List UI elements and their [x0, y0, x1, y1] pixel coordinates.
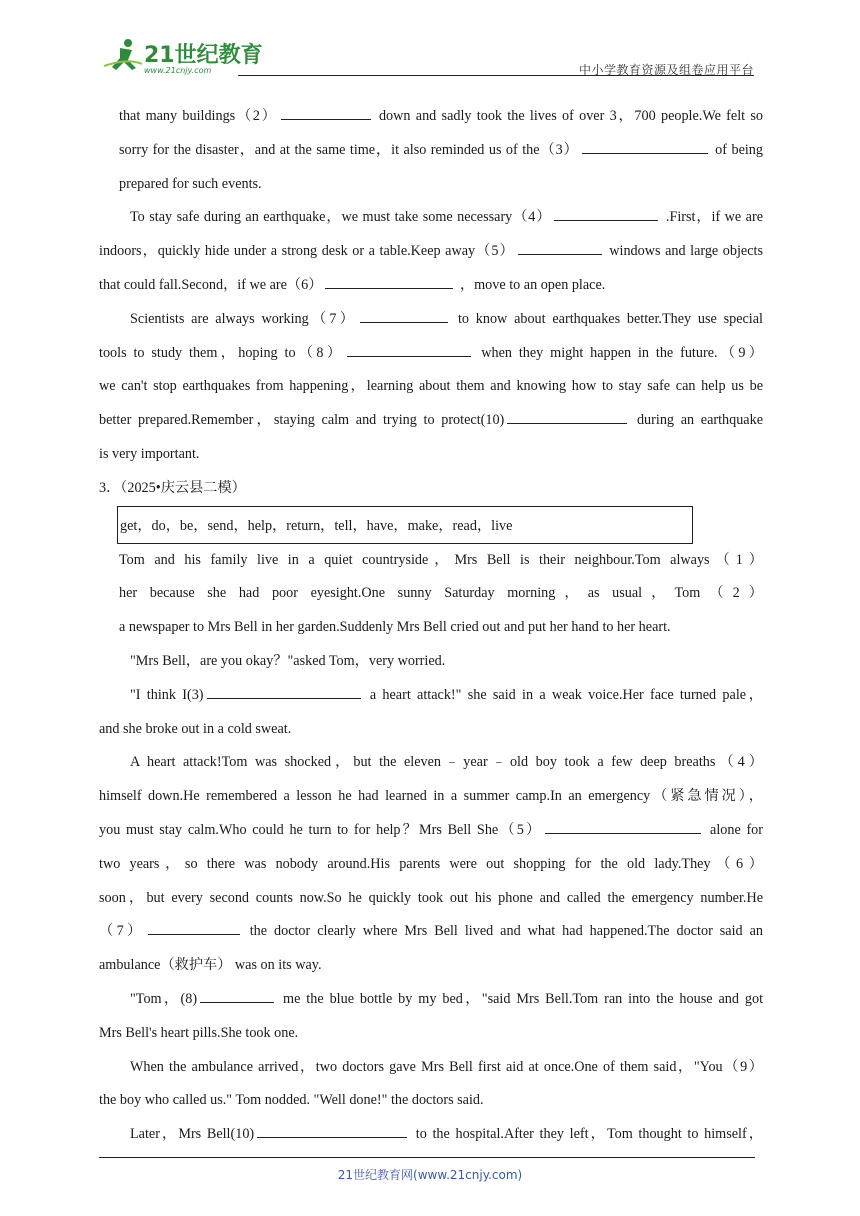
- text-line: [99, 949, 763, 983]
- document-body: [99, 100, 763, 1152]
- footer-divider: [99, 1157, 755, 1158]
- line-text: Later，Mrs Bell(10): [130, 1126, 255, 1143]
- text-line: [99, 679, 763, 713]
- answer-blank[interactable]: [554, 205, 658, 221]
- text-line: [99, 1017, 763, 1051]
- text-line: [99, 404, 763, 438]
- line-text: A heart attack!Tom was shocked，but the eleven﹣year﹣old boy took a few deep breaths（4）: [130, 754, 763, 771]
- text-line: [99, 983, 763, 1017]
- line-text: prepared for such events.: [119, 175, 262, 192]
- answer-blank[interactable]: [347, 341, 471, 357]
- line-text: and she broke out in a cold sweat.: [99, 720, 292, 737]
- passage-3: [99, 544, 763, 1152]
- line-text: soon，but every second counts now.So he quickly took out his phone and called the emergency number.He: [99, 889, 763, 906]
- line-text: When the ambulance arrived，two doctors gave Mrs Bell first aid at once.One of them said，"You（9）: [130, 1058, 763, 1075]
- text-line: [99, 746, 763, 780]
- line-text: .First，if we are: [661, 209, 763, 226]
- answer-blank[interactable]: [257, 1122, 407, 1138]
- text-line: [99, 303, 763, 337]
- text-line: [99, 915, 763, 949]
- text-line: [99, 611, 763, 645]
- text-line: [99, 1084, 763, 1118]
- line-text: a heart attack!" she said in a weak voice.Her face turned pale，: [363, 686, 763, 703]
- line-text: windows and large objects: [604, 243, 763, 260]
- text-line: [99, 269, 763, 303]
- answer-blank[interactable]: [200, 987, 274, 1003]
- answer-blank[interactable]: [281, 104, 371, 120]
- line-text: to know about earthquakes better.They use special: [451, 310, 763, 327]
- line-text: Mrs Bell's heart pills.She took one.: [99, 1024, 299, 1041]
- line-text: a newspaper to Mrs Bell in her garden.Suddenly Mrs Bell cried out and put her hand to her heart.: [119, 619, 671, 636]
- text-line: [99, 882, 763, 916]
- line-text: himself down.He remembered a lesson he had learned in a summer camp.In an emergency（紧急情况），: [99, 788, 763, 805]
- text-line: [99, 544, 763, 578]
- answer-blank[interactable]: [582, 138, 708, 154]
- svg-text:www.21cnjy.com: www.21cnjy.com: [144, 66, 212, 75]
- platform-name: 中小学教育资源及组卷应用平台: [578, 63, 754, 77]
- answer-blank[interactable]: [207, 683, 361, 699]
- line-text: two years，so there was nobody around.His parents were out shopping for the old lady.They（6）: [99, 855, 763, 872]
- line-text: indoors，quickly hide under a strong desk or a table.Keep away（5）: [99, 243, 515, 260]
- text-line: [99, 1118, 763, 1152]
- text-line: [99, 814, 763, 848]
- line-text: her because she had poor eyesight.One sunny Saturday morning，as usual，Tom（2）: [119, 585, 763, 602]
- text-line: [99, 1051, 763, 1085]
- word-bank-box: get，do，be，send，help，return，tell，have，make，read，live: [117, 506, 693, 544]
- line-text: that could fall.Second，if we are（6）: [99, 276, 323, 293]
- line-text: to the hospital.After they left，Tom thought to himself，: [410, 1126, 763, 1143]
- text-line: [99, 645, 763, 679]
- line-text: during an earthquake: [630, 412, 763, 429]
- line-text: the doctor clearly where Mrs Bell lived and what had happened.The doctor said an: [242, 923, 763, 940]
- text-line: [99, 780, 763, 814]
- line-text: ，move to an open place.: [456, 276, 606, 293]
- header-divider: [238, 75, 754, 76]
- question-3-number: 3．（2025•庆云县二模）: [99, 479, 246, 496]
- line-text: "Tom，(8): [130, 990, 198, 1007]
- text-line: [99, 370, 763, 404]
- answer-blank[interactable]: [507, 408, 627, 424]
- text-line: [99, 235, 763, 269]
- text-line: [99, 337, 763, 371]
- line-text: sorry for the disaster，and at the same time，it also reminded us of the（3）: [119, 141, 579, 158]
- line-text: that many buildings（2）: [119, 108, 278, 124]
- page-footer: 21世纪教育网(www.21cnjy.com): [337, 1168, 523, 1182]
- text-line: [99, 438, 763, 472]
- answer-blank[interactable]: [360, 307, 448, 323]
- passage-2: [99, 100, 763, 472]
- text-line: [99, 201, 763, 235]
- line-text: we can't stop earthquakes from happening，learning about them and knowing how to stay safe can help us be: [99, 378, 763, 395]
- line-text: when they might happen in the future.（9）: [474, 344, 763, 361]
- line-text: ambulance（救护车） was on its way.: [99, 957, 322, 974]
- line-text: Tom and his family live in a quiet countryside，Mrs Bell is their neighbour.Tom always（1）: [119, 551, 763, 568]
- line-text: To stay safe during an earthquake，we must take some necessary（4）: [130, 209, 552, 226]
- line-text: of being: [710, 141, 763, 158]
- text-line: [99, 713, 763, 747]
- page-header: [98, 36, 754, 76]
- text-line: [99, 134, 763, 168]
- line-text: me the blue bottle by my bed，"said Mrs Bell.Tom ran into the house and got: [277, 990, 763, 1007]
- line-text: better prepared.Remember，staying calm and trying to protect(10): [99, 412, 505, 429]
- line-text: down and sadly took the lives of over 3，700 people.We felt so: [373, 108, 763, 124]
- answer-blank[interactable]: [148, 919, 240, 935]
- svg-text:21世纪教育: 21世纪教育: [144, 43, 263, 68]
- text-line: [99, 100, 763, 134]
- line-text: "Mrs Bell，are you okay？"asked Tom，very worried.: [130, 652, 446, 669]
- text-line: [99, 848, 763, 882]
- line-text: the boy who called us." Tom nodded. "Well done!" the doctors said.: [99, 1092, 484, 1109]
- text-line: [99, 577, 763, 611]
- line-text: you must stay calm.Who could he turn to for help？Mrs Bell She（5）: [99, 821, 543, 838]
- answer-blank[interactable]: [545, 818, 701, 834]
- line-text: is very important.: [99, 445, 200, 462]
- line-text: Scientists are always working（7）: [130, 310, 358, 327]
- line-text: "I think I(3): [130, 686, 204, 703]
- answer-blank[interactable]: [518, 239, 602, 255]
- text-line: [99, 168, 763, 202]
- logo-icon: [98, 36, 268, 76]
- line-text: （7）: [99, 923, 145, 940]
- line-text: tools to study them，hoping to（8）: [99, 344, 345, 361]
- answer-blank[interactable]: [325, 273, 453, 289]
- line-text: alone for: [704, 821, 763, 838]
